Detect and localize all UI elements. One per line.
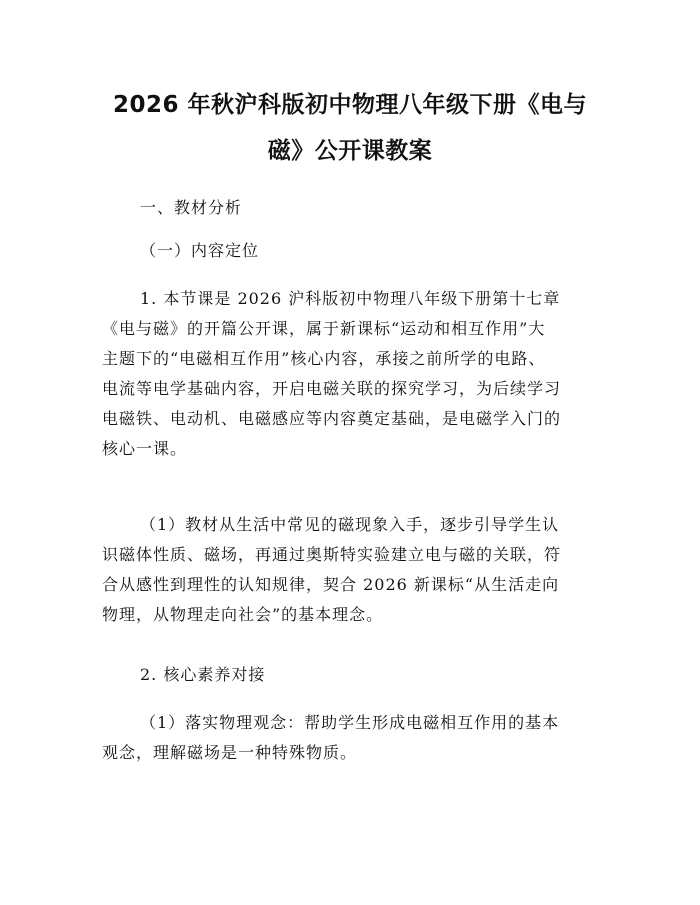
paragraph-line: 核心一课。 — [102, 439, 188, 458]
subsection-heading-content-positioning: （一）内容定位 — [140, 241, 260, 260]
paragraph-line: 物理，从物理走向社会”的基本理念。 — [102, 605, 384, 624]
document-title-line-1: 2026 年秋沪科版初中物理八年级下册《电与 — [112, 92, 588, 118]
paragraph-core-literacy — [102, 708, 600, 768]
paragraph-line: 《电与磁》的开篇公开课，属于新课标“运动和相互作用”大 — [102, 319, 546, 338]
section-heading-textbook-analysis: 一、教材分析 — [140, 198, 243, 217]
paragraph-line: 识磁体性质、磁场，再通过奥斯特实验建立电与磁的关联，符 — [102, 545, 562, 564]
paragraph-line: 合从感性到理性的认知规律，契合 2026 新课标“从生活走向 — [102, 575, 560, 594]
document-title-line-2: 磁》公开课教案 — [267, 138, 433, 164]
paragraph-line: 观念，理解磁场是一种特殊物质。 — [102, 743, 358, 762]
paragraph-textbook-logic — [102, 510, 600, 630]
subsection-heading-core-literacy: 2. 核心素养对接 — [140, 665, 266, 684]
paragraph-line: （1）教材从生活中常见的磁现象入手，逐步引导学生认 — [140, 515, 560, 534]
paragraph-content-positioning — [102, 284, 600, 464]
paragraph-line: 主题下的“电磁相互作用”核心内容，承接之前所学的电路、 — [102, 349, 546, 368]
paragraph-line: 电流等电学基础内容，开启电磁关联的探究学习，为后续学习 — [102, 379, 562, 398]
paragraph-line: （1）落实物理观念：帮助学生形成电磁相互作用的基本 — [140, 713, 560, 732]
paragraph-line: 1. 本节课是 2026 沪科版初中物理八年级下册第十七章 — [140, 289, 561, 308]
paragraph-line: 电磁铁、电动机、电磁感应等内容奠定基础，是电磁学入门的 — [102, 409, 562, 428]
